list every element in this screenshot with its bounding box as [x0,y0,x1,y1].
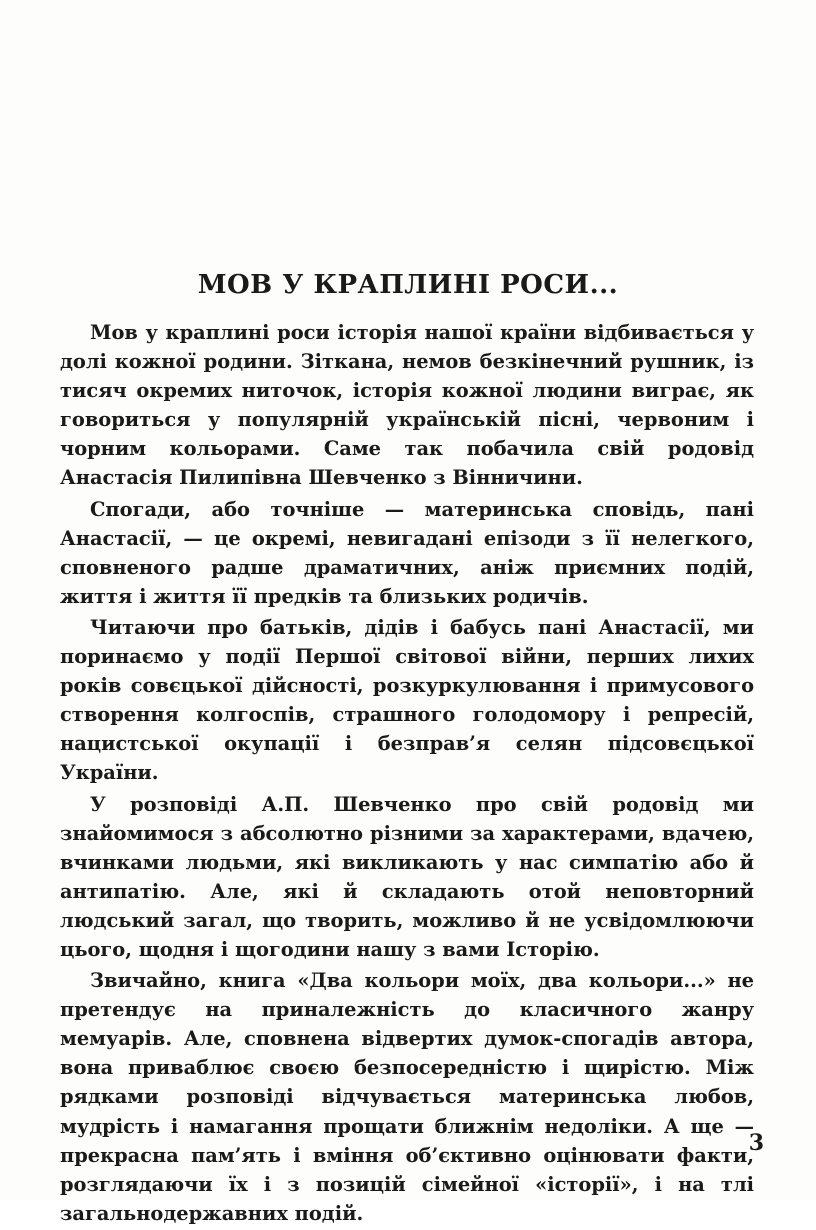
body-text [60,318,754,1230]
paragraph-3: Читаючи про батьків, дідів і бабусь пані Анастасії, ми поринаємо у події Першої світової війни, перших лихих років совєцької дійсності, розкуркулювання і примусового створення колгоспів, страшного голодомору і репресій, нацистської окупації і безправ’я селян підсовєцької України. [60,615,754,785]
paragraph-4: У розповіді А.П. Шевченко про свій родовід ми знайомимося з абсолютно різними за характерами, вдачею, вчинками людьми, які викликають у нас симпатію або й антипатію. Але, які й складають отой неповторний людський загал, що творить, можливо й не усвідомлюючи цього, щодня і щогодини нашу з вами Історію. [60,792,754,961]
page-number: 3 [748,1130,764,1156]
paragraph-1: Мов у краплині роси історія нашої країни відбивається у долі кожної родини. Зіткана, немов безкінечний рушник, із тисяч окремих ниточок, історія кожної людини виграє, як говориться у популярній українській пісні, червоним і чорним кольорами. Саме так побачила свій родовід Анастасія Пилипівна Шевченко з Вінничини. [60,321,754,490]
paragraph-5: Звичайно, книга «Два кольори моїх, два кольори...» не претендує на приналежність до класичного жанру мемуарів. Але, сповнена відвертих думок-спогадів автора, вона приваблює своєю безпосередністю і щирістю. Між рядками розповіді відчувається материнська любов, мудрість і намагання прощати ближнім недоліки. А ще — прекрасна пам’ять і вміння об’єктивно оцінювати факти, розглядаючи їх і з позицій сімейної «історії», і на тлі загальнодержавних подій. [60,969,754,1225]
paragraph-2: Спогади, або точніше — материнська сповідь, пані Анастасії, — це окремі, невигадані епізоди з її нелегкого, сповненого радше драматичних, аніж приємних подій, життя і життя її предків та близьких родичів. [60,497,754,608]
chapter-title: МОВ У КРАПЛИНІ РОСИ... [197,270,619,300]
